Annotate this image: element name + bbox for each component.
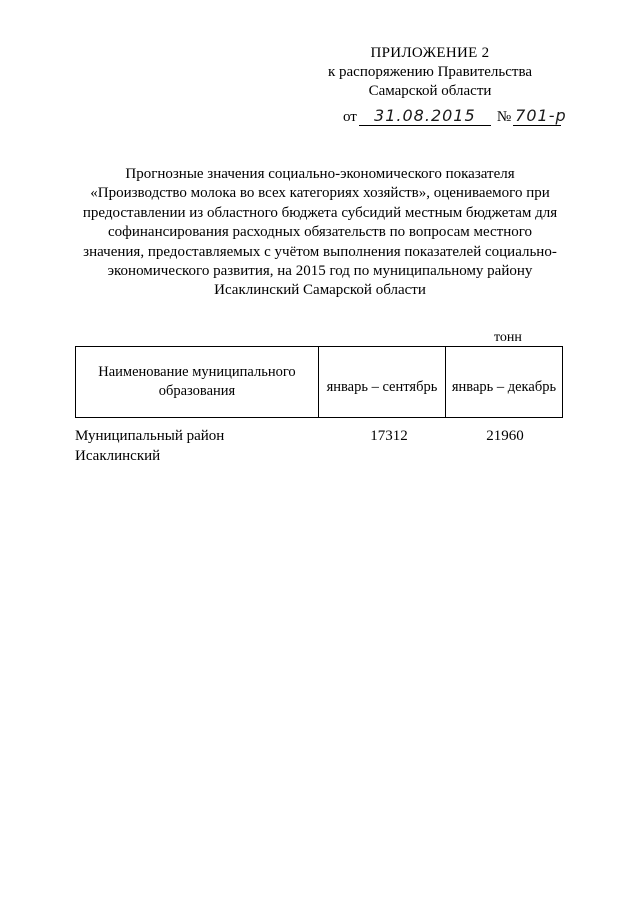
value-jan-dec: 21960	[486, 428, 524, 444]
heading-line-1: Прогнозные значения социально-экономического показателя	[125, 166, 515, 182]
heading-line-5: значения, предоставляемых с учётом выполнения показателей социально-	[83, 243, 557, 260]
column-header-jan-sep: январь – сентябрь	[318, 347, 445, 418]
number-field	[513, 106, 567, 126]
table-header-row	[76, 347, 563, 418]
handwritten-number: 701-р	[515, 106, 567, 125]
date-field	[359, 108, 491, 126]
heading-line-3: предоставлении из областного бюджета субсидий местным бюджетам для	[82, 204, 558, 221]
heading-line-4: софинансирования расходных обязательств по вопросам местного	[107, 224, 533, 241]
municipality-name-line-2: Исаклинский	[75, 448, 161, 464]
municipality-name	[75, 426, 315, 466]
unit-label: тонн	[494, 330, 522, 345]
appendix-block	[300, 44, 560, 101]
number-prefix: №	[496, 109, 512, 125]
heading-line-2: «Производство молока во всех категориях хозяйств», оцениваемого при	[90, 185, 550, 202]
document-heading	[64, 165, 576, 301]
column-header-name: Наименование муниципального образования	[76, 347, 319, 418]
heading-line-7: Исаклинский Самарской области	[214, 282, 426, 299]
appendix-line-1: к распоряжению Правительства	[327, 64, 532, 80]
indicator-table-header	[75, 346, 563, 418]
column-header-jan-dec: январь – декабрь	[445, 347, 562, 418]
municipality-name-line-1: Муниципальный район	[75, 428, 225, 444]
appendix-line-2: Самарской области	[368, 83, 492, 99]
date-prefix: от	[343, 109, 357, 125]
handwritten-date: 31.08.2015	[374, 106, 476, 125]
appendix-title: ПРИЛОЖЕНИЕ 2	[370, 45, 490, 61]
value-jan-sep: 17312	[370, 428, 408, 444]
decree-date-number	[343, 104, 567, 126]
heading-line-6: экономического развития, на 2015 год по муниципальному району	[107, 263, 533, 280]
